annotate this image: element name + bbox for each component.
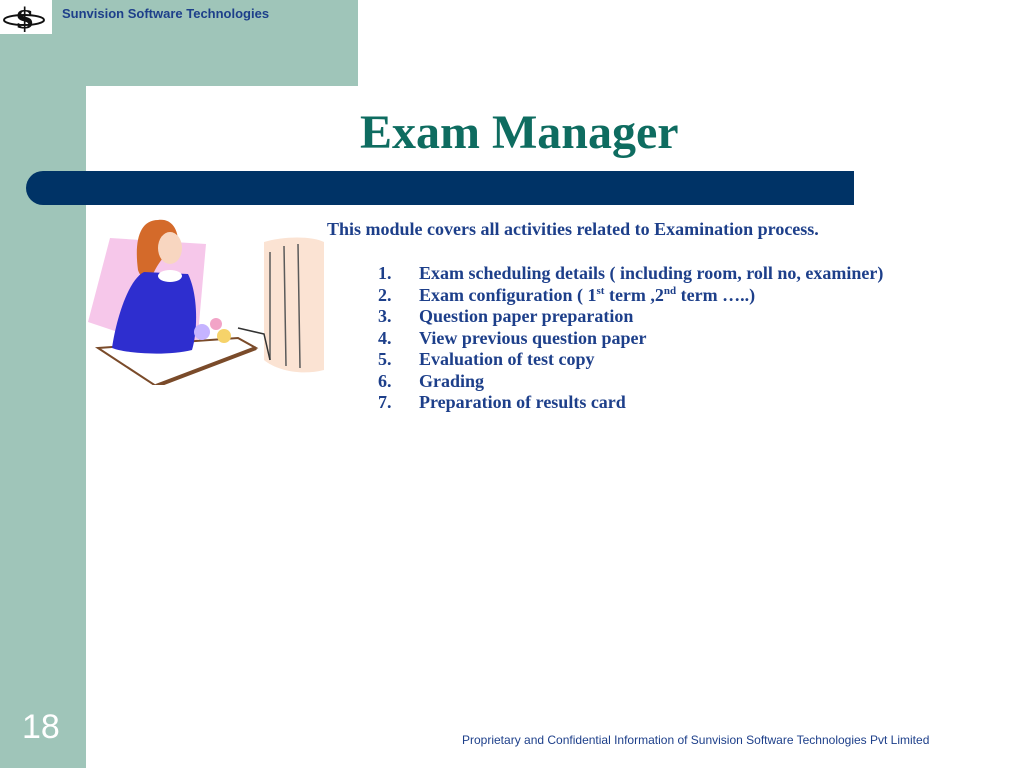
list-item	[378, 328, 883, 350]
list-item	[378, 371, 883, 393]
dollar-globe-icon	[0, 0, 52, 34]
list-text: term …..)	[676, 284, 756, 305]
list-text: Exam scheduling details ( including room, roll no, examiner)	[419, 263, 884, 283]
feature-list	[378, 263, 883, 414]
list-item	[378, 285, 883, 307]
list-text: View previous question paper	[419, 327, 647, 348]
list-text: Exam configuration ( 1	[419, 284, 597, 305]
list-number: 5.	[378, 349, 392, 369]
title-underline-bar	[26, 171, 854, 205]
list-number: 2.	[378, 284, 392, 305]
list-item	[378, 392, 883, 414]
slide-number: 18	[22, 708, 60, 746]
list-number: 7.	[378, 392, 392, 412]
list-text: term ,2	[604, 284, 664, 305]
list-item	[378, 263, 883, 285]
ordinal-suffix: nd	[663, 284, 677, 297]
company-logo	[0, 0, 52, 34]
footer-confidentiality: Proprietary and Confidential Information of Sunvision Software Technologies Pvt Limited	[462, 733, 930, 747]
slide-title: Exam Manager	[360, 106, 679, 159]
ordinal-suffix: st	[596, 284, 605, 297]
list-text: Question paper preparation	[419, 306, 634, 326]
svg-text:$: $	[15, 2, 35, 34]
list-number: 4.	[378, 327, 392, 348]
list-number: 6.	[378, 370, 392, 391]
list-text: Preparation of results card	[419, 392, 626, 412]
woman-at-computer-icon	[88, 210, 328, 385]
list-number: 3.	[378, 306, 392, 326]
list-text: Evaluation of test copy	[419, 349, 595, 369]
intro-text: This module covers all activities related to Examination process.	[327, 219, 819, 239]
list-item	[378, 349, 883, 371]
list-number: 1.	[378, 263, 392, 283]
list-item	[378, 306, 883, 328]
left-sidebar-band	[0, 0, 86, 768]
company-name: Sunvision Software Technologies	[62, 6, 270, 21]
list-text: Grading	[419, 370, 485, 391]
